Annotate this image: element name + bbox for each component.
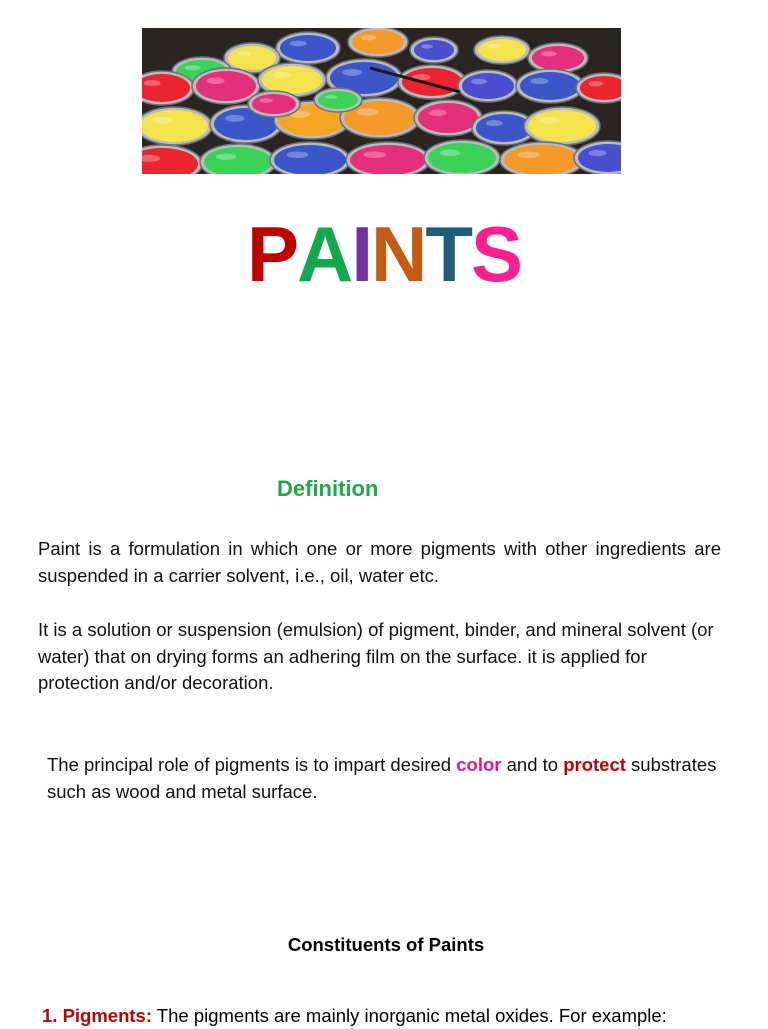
paint-can-shine: [440, 149, 460, 156]
paint-can-shine: [185, 65, 201, 70]
paint-cans-image: [142, 28, 621, 174]
paint-can-fill: [350, 145, 426, 174]
paint-can-shine: [486, 120, 503, 126]
paint-can-fill: [402, 68, 462, 96]
paint-can-shine: [290, 41, 307, 47]
title-letter-a: A: [296, 210, 352, 298]
definition-paragraph-1: Paint is a formulation in which one or more pigments with other ingredients are suspended in a carrier solvent, i.e., oil, water etc.: [38, 538, 721, 586]
title-letter-s: S: [471, 210, 522, 298]
paint-can-shine: [588, 81, 602, 86]
paint-can-fill: [520, 72, 580, 100]
paint-can-shine: [363, 151, 386, 158]
role-prefix: The principal role of pigments is to impart desired: [47, 754, 457, 775]
paint-can-shine: [236, 51, 250, 56]
paint-can-shine: [471, 79, 487, 85]
paint-can-fill: [462, 73, 514, 99]
paint-can-fill: [262, 66, 322, 94]
page-title: [0, 208, 768, 300]
paint-can-fill: [318, 91, 358, 109]
paint-can-shine: [540, 117, 560, 124]
paint-can-fill: [352, 30, 404, 54]
paint-can-shine: [225, 115, 244, 122]
role-middle: and to: [501, 754, 564, 775]
paint-can-fill: [504, 145, 580, 174]
title-letter-i: I: [351, 210, 371, 298]
title-letter-n: N: [371, 210, 426, 298]
paint-can-shine: [216, 153, 236, 160]
paint-can-fill: [280, 35, 336, 61]
paint-cans-icon: [142, 28, 621, 174]
paint-can-fill: [418, 103, 478, 133]
paint-can-fill: [528, 110, 596, 142]
paint-can-fill: [252, 94, 296, 114]
paint-can-shine: [589, 150, 607, 156]
role-word-protect: protect: [563, 754, 626, 775]
paint-can-fill: [478, 39, 526, 61]
paint-can-fill: [414, 40, 454, 60]
paint-can-shine: [361, 35, 377, 40]
title-letter-t: T: [425, 210, 471, 298]
paint-can-fill: [274, 145, 346, 174]
paint-can-shine: [357, 108, 379, 115]
pigments-label: 1. Pigments:: [42, 1005, 152, 1026]
pigments-text: The pigments are mainly inorganic metal oxides. For example:: [152, 1005, 667, 1026]
role-word-color: color: [456, 754, 502, 775]
paint-can-fill: [196, 71, 256, 101]
paint-can-shine: [260, 98, 273, 102]
paint-can-shine: [287, 151, 309, 158]
pigment-role-paragraph: [47, 752, 737, 805]
paint-can-shine: [152, 117, 172, 124]
role-suffix: substrates such as wood and metal surface.: [47, 754, 717, 802]
paint-can-fill: [142, 110, 208, 142]
constituent-item-pigments: [42, 1003, 742, 1029]
paint-can-shine: [273, 72, 291, 78]
paint-can-shine: [517, 151, 540, 158]
definition-heading: Definition: [277, 476, 379, 501]
definition-paragraph-2: It is a solution or suspension (emulsion) of pigment, binder, and mineral solvent (or water) that on drying forms an adhering film on the surface. it is applied for protection and/or decoration.: [38, 619, 714, 693]
paint-can-shine: [486, 44, 500, 49]
paint-can-fill: [532, 46, 584, 70]
paint-can-fill: [228, 46, 276, 70]
paint-can-shine: [325, 95, 337, 99]
paint-can-fill: [428, 143, 496, 173]
paint-can-shine: [531, 78, 549, 84]
title-letter-p: P: [246, 210, 297, 298]
paint-can-shine: [342, 69, 362, 76]
paint-can-shine: [421, 44, 433, 48]
paint-can-shine: [429, 109, 447, 116]
constituents-heading: Constituents of Paints: [287, 934, 485, 955]
paint-can-shine: [144, 80, 161, 86]
paint-can-shine: [207, 77, 225, 84]
paint-can-shine: [541, 51, 557, 56]
